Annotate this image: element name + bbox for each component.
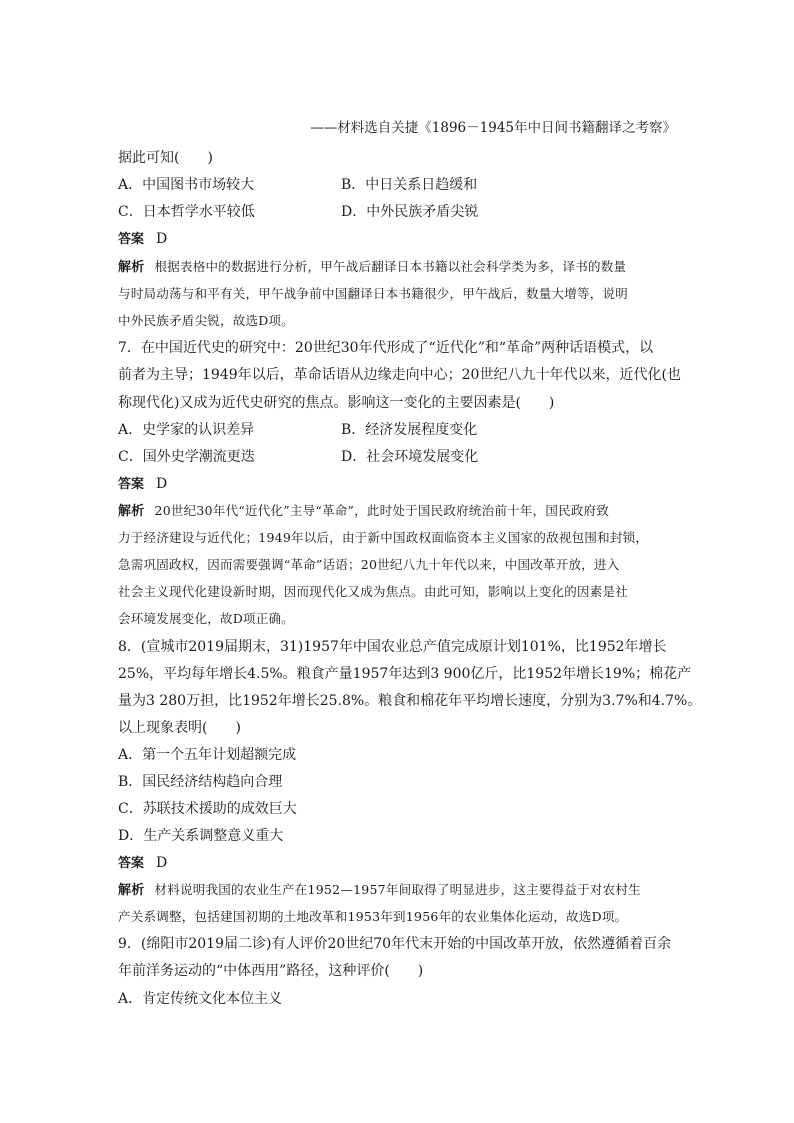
q8-stem-line: 8．(宣城市2019届期末，31)1957年中国农业总产值完成原计划101%，比1952年增长 [118, 639, 667, 655]
q9-option-a: A．肯定传统文化本位主义 [118, 991, 283, 1007]
q8-stem-line: 以上现象表明( ) [118, 720, 241, 736]
q7-stem-line: 称现代化)又成为近代史研究的焦点。影响这一变化的主要因素是( ) [118, 395, 555, 411]
q7-option-d: D．社会环境发展变化 [341, 449, 479, 465]
q7-answer [118, 475, 167, 494]
q7-analysis-line: 社会主义现代化建设新时期，因而现代化又成为焦点。由此可知，影响以上变化的因素是社 [118, 584, 629, 599]
analysis-text: 根据表格中的数据进行分析，甲午战后翻译日本书籍以社会科学类为多，译书的数量 [154, 259, 627, 274]
q7-option-a: A．史学家的认识差异 [118, 422, 255, 438]
analysis-text: 材料说明我国的农业生产在1952—1957年间取得了明显进步，这主要得益于对农村生 [154, 882, 641, 897]
q6-option-d: D．中外民族矛盾尖锐 [341, 204, 479, 220]
q7-analysis-line: 急需巩固政权，因而需要强调“革命”话语；20世纪八九十年代以来，中国改革开放，进入 [118, 557, 620, 572]
q7-option-c: C．国外史学潮流更迭 [118, 449, 255, 465]
q7-analysis-line [118, 502, 609, 521]
q6-option-c: C．日本哲学水平较低 [118, 204, 255, 220]
q8-option-d: D．生产关系调整意义重大 [118, 828, 284, 844]
q9-stem-line: 9．(绵阳市2019届二诊)有人评价20世纪70年代末开始的中国改革开放，依然遵循着百余 [118, 936, 672, 952]
q6-analysis-line: 中外民族矛盾尖锐，故选D项。 [118, 313, 295, 328]
q7-analysis-line: 力于经济建设与近代化；1949年以后，由于新中国政权面临资本主义国家的敌视包围和封锁， [118, 530, 649, 545]
q7-option-b: B．经济发展程度变化 [341, 422, 478, 438]
q6-stem: 据此可知( ) [118, 150, 213, 166]
q6-answer [118, 230, 167, 249]
answer-value: D [156, 476, 168, 492]
analysis-label: 解析 [118, 883, 145, 898]
q8-option-a: A．第一个五年计划超额完成 [118, 747, 297, 763]
answer-label: 答案 [118, 856, 145, 871]
answer-label: 答案 [118, 232, 145, 247]
q6-analysis-line [118, 258, 626, 277]
analysis-label: 解析 [118, 260, 145, 275]
q7-analysis-line: 会环境发展变化，故D项正确。 [118, 611, 295, 626]
q8-stem-line: 量为3 280万担，比1952年增长25.8%。粮食和棉花年平均增长速度，分别为3.7%和4.7%。 [118, 693, 702, 709]
q6-analysis-line: 与时局动荡与和平有关，甲午战争前中国翻译日本书籍很少，甲午战后，数量大增等，说明 [118, 286, 629, 301]
q9-stem-line: 年前洋务运动的“中体西用”路径，这种评价( ) [118, 963, 424, 979]
answer-value: D [156, 231, 168, 247]
q8-analysis-line: 产关系调整，包括建国初期的土地改革和1953年到1956年的农业集体化运动，故选D项。 [118, 909, 628, 924]
source-citation: ——材料选自关捷《1896－1945年中日间书籍翻译之考察》 [310, 120, 676, 136]
answer-label: 答案 [118, 477, 145, 492]
q8-analysis-line [118, 881, 641, 900]
analysis-text: 20世纪30年代“近代化”主导“革命”，此时处于国民政府统治前十年，国民政府致 [154, 503, 610, 518]
answer-value: D [156, 855, 168, 871]
q8-stem-line: 25%，平均每年增长4.5%。粮食产量1957年达到3 900亿斤，比1952年增长19%；棉花产 [118, 666, 692, 682]
q8-option-c: C．苏联技术援助的成效巨大 [118, 801, 297, 817]
analysis-label: 解析 [118, 504, 145, 519]
q7-stem-line: 前者为主导；1949年以后，革命话语从边缘走向中心；20世纪八九十年代以来，近代化(也 [118, 367, 681, 383]
q8-option-b: B．国民经济结构趋向合理 [118, 774, 283, 790]
q8-answer [118, 854, 167, 873]
q6-option-b: B．中日关系日趋缓和 [341, 177, 478, 193]
q7-stem-line: 7．在中国近代史的研究中：20世纪30年代形成了“近代化”和“革命”两种话语模式，以 [118, 340, 654, 356]
q6-option-a: A．中国图书市场较大 [118, 177, 255, 193]
